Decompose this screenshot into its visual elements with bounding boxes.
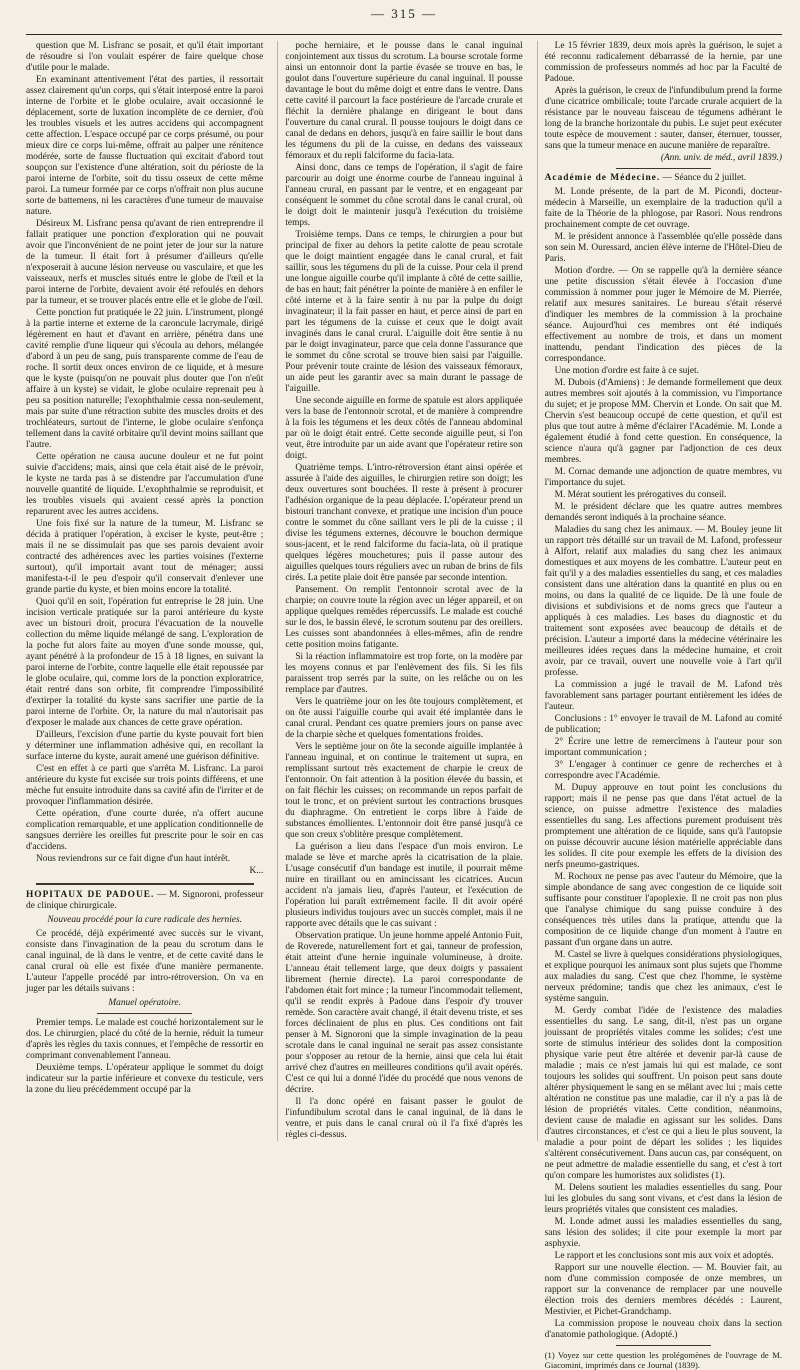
paragraph: M. Londe admet aussi les maladies essentielles du sang, sans lésion des solides; il cite pour exemple la mort par asphyxie.: [544, 1217, 782, 1249]
paragraph: Une motion d'ordre est faite à ce sujet.: [554, 366, 700, 376]
subheading: Manuel opératoire.: [108, 998, 181, 1008]
page-number: — 315 —: [26, 4, 782, 35]
paragraph: Conclusions : 1° envoyer le travail de M. Lafond au comité de publication;: [544, 714, 782, 735]
paragraph: En examinant attentivement l'état des parties, il ressortait assez clairement qu'un corps, qui s'était interposé entre la paroi interne de l'orbite et le globe oculaire, avait occasionné le déplacement, sorte de luxation incomplète de ce dernier, d'où les troubles visuels et les autres accidens qui accompagnent cette affection. L'espace occupé par ce corps présumé, ou pour mieux dire ce corps lui-même, offrait au palper une rénitence modérée, sorte de fausse fluctuation qui excitait d'abord tout soupçon sur l'existence d'une altération, soit du périoste de la paroi interne de l'orbite, soit du tissu osseux de cette même paroi. La tumeur formée par ce corps n'offrait non plus aucune sorte de battemens, ni les caractères d'une tumeur de mauvaise nature.: [26, 75, 264, 217]
paragraph: Si la réaction inflammatoire est trop forte, on la modère par les moyens connus et par l'enlèvement des fils. Si les fils paraissent trop serrés par la suite, on les relâche ou on les remplace par d'autres.: [285, 652, 523, 695]
paragraph: M. Dupuy approuve en tout point les conclusions du rapport; mais il ne pense pas que dans l'état actuel de la science, on puisse admettre l'existence des maladies essentielles du sang. Les affections purement produisent très promptement une altération de ce liquide, sans qu'à l'autopsie on puisse découvrir aucune lésion matérielle appréciable dans les solides. Il cite pour exemple les effets de la division des nerfs pneumo-gastriques.: [544, 783, 782, 870]
paragraph: Deuxième temps. L'opérateur applique le sommet du doigt indicateur sur la partie inférieure et convexe du testicule, vers la zone du lieu précédemment occupé par la: [26, 1063, 264, 1095]
section-heading: [26, 890, 263, 912]
paragraph: Nous reviendrons sur ce fait digne d'un haut intérêt.: [36, 854, 231, 864]
paragraph: M. Rochoux ne pense pas avec l'auteur du Mémoire, que la simple abondance de sang avec congestion de ce liquide soit suffisante pour constituer l'apoplexie. Il ne croit pas non plus que l'analyse chimique du sang puisse conduire à des conséquences très utiles dans la pratique, attendu que la composition de ce liquide change d'un moment à l'autre en passant d'un organe dans un autre.: [544, 872, 782, 948]
paragraph: Le 15 février 1839, deux mois après la guérison, le sujet a été reconnu radicalement débarrassé de la hernie, par une commission de professeurs nommés ad hoc par la Faculté de Padoue.: [544, 41, 782, 84]
paragraph: D'ailleurs, l'excision d'une partie du kyste pouvait fort bien y déterminer une inflammation adhésive qui, en recollant la surface interne du kyste, aurait amené une guérison définitive.: [26, 730, 264, 762]
paragraph: Il l'a donc opéré en faisant passer le goulot de l'infundibulum scrotal dans le canal inguinal, de là dans le ventre, et puis dans le canal crural où il l'a fixé d'après les règles ci-dessus.: [285, 1097, 523, 1140]
signature: K...: [249, 866, 264, 876]
column-3: [537, 41, 782, 1370]
paragraph: Pansement. On remplit l'entonnoir scrotal avec de la charpie; on couvre toute la région avec un léger appareil, et on applique quelques remèdes répercussifs. Le malade est couché sur le dos, le bassin élevé, le scrotum soutenu par des oreillers. Les cuisses sont abandonnées à elles-mêmes, afin de rendre cette position moins fatigante.: [285, 585, 523, 650]
paragraph: Une seconde aiguille en forme de spatule est alors appliquée vers la base de l'entonnoir scrotal, et de manière à comprendre à la fois les tégumens et les deux côtés de l'anneau abdominal par où le doigt était entré. Cette seconde aiguille peut, si l'on veut, être introduite par un aide avant que l'opérateur retire son doigt.: [285, 396, 523, 461]
paragraph: 3° L'engager à continuer ce genre de recherches et à correspondre avec l'Académie.: [544, 760, 782, 781]
paragraph: Vers le quatrième jour on les ôte toujours complètement, et on ôte aussi l'aiguille courbe qui avait été implantée dans le canal crural. Pendant ces quatre premiers jours on panse avec de la charpie sèche et quelques fomentations froides.: [285, 697, 523, 740]
paragraph: M. Mérat soutient les prérogatives du conseil.: [554, 490, 727, 500]
columns: [26, 41, 782, 1370]
paragraph: Vers le septième jour on ôte la seconde aiguille implantée à l'anneau inguinal, et on continue le traitement ut supra, en remplissant surtout très exactement de charpie le creux de l'entonnoir. On fait attention à la position élevée du bassin, et on fait fléchir les cuisses; on recommande un repos parfait de tout le tronc, et on prévient surtout les contractions brusques du diaphragme. On entretient le corps libre à l'aide de substances émollientes. L'entonnoir doit être pansé jusqu'à ce que son creux s'oblitère presque complètement.: [285, 742, 523, 840]
section-heading: [545, 173, 782, 184]
paragraph: M. le président annonce à l'assemblée qu'elle possède dans son sein M. Ouressard, ancien élève interne de l'Hôtel-Dieu de Paris.: [544, 232, 782, 264]
section-author: — M. Signoroni, professeur de clinique chirurgicale.: [26, 890, 264, 911]
paragraph: Quoi qu'il en soit, l'opération fut entreprise le 28 juin. Une incision verticale pratiquée sur la paroi antérieure du kyste avec un bistouri droit, procura l'évacuation de la nouvelle collection du même liquide mélangé de sang. L'exploration de la poche fut alors faite au moyen d'une sonde mousse, qui, ayant pénétré à la profondeur de 15 à 18 lignes, en suivant la paroi interne de l'orbite, contre laquelle elle était repoussée par le globe oculaire, qui, comme lors de la ponction exploratrice, était rentré dans son orbite, fit comprendre l'impossibilité d'extirper la totalité du kyste sans sacrifier une partie de la paroi interne de l'orbite. Or, la nature du mal n'autorisait pas d'exposer le malade aux chances de cette grave opération.: [26, 597, 264, 728]
paragraph: Une fois fixé sur la nature de la tumeur, M. Lisfranc se décida à pratiquer l'opération, à exciser le kyste, peut-être ; mais il ne se dissimulait pas que ses parois devaient avoir contracté des adhérences avec les parties voisines (l'externe surtout), qu'il importait avant tout de ménager; aussi manifesta-t-il le peu d'espoir qu'il conservait d'enlever une grande partie du kyste, et bien moins encore la totalité.: [26, 519, 264, 595]
paragraph: Quatrième temps. L'intro-rétroversion étant ainsi opérée et assurée à l'aide des aiguilles, le chirurgien retire son doigt; les deux ouvertures sont bouchées. Il reste à présent à procurer l'adhésion organique de la peau déplacée. L'opérateur prend un bistouri tranchant convexe, et pratique une incision d'un pouce contre le sommet du cône saillant vers le pli de la cuisse ; il divise les tégumens externes, découvre le bouchon dermique sous-jacent, et le rend falciforme du facia-lata, où il pratique quelques légères mouchetures; puis il passe autour des aiguilles quelques tours réguliers avec un ruban de brins de fils cirés. La petite plaie doit être pansée par seconde intention.: [285, 463, 523, 583]
paragraph: Observation pratique. Un jeune homme appelé Antonio Fuit, de Roverede, naturellement fort et gai, tanneur de profession, était atteint d'une hernie inguinale volumineuse, à droite. L'anneau était tellement large, que deux doigts y passaient librement (hernie directe). La paroi correspondante de l'abdomen était fort mince ; la tumeur l'incommodait tellement, qu'il se rendit exprès à Padoue dans l'espoir d'y trouver remède. Son caractère avait changé, il était devenu triste, et ses forces déclinaient de plus en plus. Ces conditions ont fait penser à M. Signoroni que la simple invagination de la peau scrotale dans le canal inguinal ne serait pas assez consistante pour s'opposer au retour de la hernie, ainsi que cela lui était arrivé chez d'autres en meilleures conditions qu'il avait opérés. C'est ce qui lui a donné l'idée du procédé que nous venons de décrire.: [285, 931, 523, 1095]
paragraph: Ce procédé, déjà expérimenté avec succès sur le vivant, consiste dans l'invagination de la peau du scrotum dans le canal inguinal, de là dans le ventre, et de cette cavité dans le canal crural où elle est fixée d'une manière permanente. L'auteur l'appelle procédé par intro-rétroversion. On va en juger par les détails suivans :: [26, 929, 264, 994]
paragraph: Désireux M. Lisfranc pensa qu'avant de rien entreprendre il fallait pratiquer une ponction d'exploration qui ne pouvait avoir que l'inconvénient de ne point jeter de jour sur la nature de la tumeur. Il était fort à présumer d'ailleurs qu'elle n'exposerait à aucune lésion nerveuse ou vasculaire, et que les vaisseaux, nerfs et muscles situés entre le globe de l'œil et la paroi interne de l'orbite, devaient avoir été refoulés en dehors par la tumeur, et se trouver placés entre elle et le globe de l'œil.: [26, 219, 264, 306]
section-title: HOPITAUX DE PADOUE.: [26, 890, 155, 900]
paragraph: Troisième temps. Dans ce temps, le chirurgien a pour but principal de fixer au dehors la petite calotte de peau scrotale que le doigt maintient engagée dans le canal crural, et fait saillir, sous les tégumens du pli de la cuisse. Pour cela il prend une longue aiguille courbe qu'il implante à côté de cette saillie, de bas en haut; fait pénétrer la pointe de manière à en enfiler le côté interne et à la faire sentir à nu par la pulpe du doigt invaginateur; il la fait passer en haut, et perce ainsi de part en part les tégumens de la cuisse et ceux que le doigt avait invaginés dans le canal crural. L'aiguille doit être sentie à nu par le doigt invaginateur, parce que cela donne l'assurance que le sommet du cône scrotal se trouve bien saisi par l'aiguille. Pour prévenir toute crainte de lésion des vaisseaux fémoraux, un aide peut les garantir avec sa main durant le passage de l'aiguille.: [285, 230, 523, 394]
footnote: (1) Voyez sur cette question les prolégomènes de l'ouvrage de M. Giacomini, imprimés dans ce Journal (1839).: [544, 1350, 782, 1370]
paragraph: La commission propose le nouveau choix dans la section d'anatomie pathologique. (Adopté.): [544, 1319, 782, 1340]
source-citation: (Ann. univ. de méd., avril 1839.): [660, 153, 782, 163]
paragraph: question que M. Lisfranc se posait, et qu'il était important de résoudre si l'on voulait espérer de faire quelque chose d'utile pour le malade.: [26, 41, 264, 73]
paragraph: 2° Écrire une lettre de remercîmens à l'auteur pour son important communication ;: [544, 737, 782, 758]
paragraph: Rapport sur une nouvelle élection. — M. Bouvier fait, au nom d'une commission composée de onze membres, un rapport sur la convenance de remplacer par une nouvelle élection trois des derniers membres décédés : Laurent, Mestivier, et Pichet-Grandchamp.: [544, 1263, 782, 1317]
paragraph: M. Cornac demande une adjonction de quatre membres, vu l'importance du sujet.: [544, 467, 782, 488]
paragraph: M. Castel se livre à quelques considérations physiologiques, et explique pourquoi les animaux sont plus sujets que l'homme aux maladies du sang. C'est que chez l'homme, le système nerveux prédomine; tandis que chez les animaux, c'est le système sanguin.: [544, 950, 782, 1004]
footnote-divider: [616, 1345, 711, 1346]
column-2: [277, 41, 522, 1141]
column-1: [26, 41, 263, 1141]
paragraph: Cette opération ne causa aucune douleur et ne fut point suivie d'accidens; mais, ainsi que cela était aisé de le prévoir, le kyste ne tarda pas à se distendre par l'accumulation d'une nouvelle quantité de liquide. L'exophthalmie se reproduisit, et les troubles visuels qui avaient cessé après la ponction reparurent avec les autres accidens.: [26, 452, 264, 517]
paragraph: C'est en effet à ce parti que s'arrêta M. Lisfranc. La paroi antérieure du kyste fut excisée sur trois points différens, et une mèche fut ensuite introduite dans sa cavité afin de l'irriter et de provoquer l'inflammation désirée.: [26, 764, 264, 807]
paragraph: Premier temps. Le malade est couché horizontalement sur le dos. Le chirurgien, placé du côté de la hernie, réduit la tumeur d'après les règles du taxis connues, et l'empêche de ressortir en comprimant convenablement l'anneau.: [26, 1018, 264, 1061]
paragraph: La commission a jugé le travail de M. Lafond très favorablement sans partager pourtant entièrement les idées de l'auteur.: [544, 680, 782, 712]
section-subtitle: Nouveau procédé pour la cure radicale des hernies.: [47, 915, 242, 925]
paragraph: Après la guérison, le creux de l'infundibulum prend la forme d'une cicatrice ombilicale; toute l'arcade crurale acquiert de la résistance par le nouveau faisceau de tégumens adhérant le long de la branche horizontale du pubis. Le sujet peut exécuter toute espèce de mouvement : sauter, danser, éternuer, tousser, sans que la tumeur menace en aucune manière de reparaître.: [544, 86, 782, 151]
section-title: Académie de Médecine.: [544, 173, 661, 183]
paragraph: poche herniaire, et le pousse dans le canal inguinal conjointement aux tissus du scrotum. La bourse scrotale forme ainsi un entonnoir dont la partie évasée se trouve en bas, le goulot dans l'ouverture supérieure du canal inguinal. Il pousse davantage le bout du même doigt et entre dans le ventre. Dans cette cavité il parcourt la face postérieure de l'arcade crurale et fléchit la dernière phalange en dirigeant le bout dans l'ouverture du canal crural. Il pousse toujours le doigt dans ce canal de dedans en dehors, jusqu'à en faire saillir le bout dans les tégumens du pli de la cuisse, en dedans des vaisseaux fémoraux et du repli falciforme du facia-lata.: [285, 41, 523, 161]
paragraph: Cette ponction fut pratiquée le 22 juin. L'instrument, plongé à la partie interne et externe de la caroncule lacrymale, dirigé légèrement en haut et d'avant en arrière, pénétra dans une cavité remplie d'une liqueur qui s'écoula au dehors, mélangée d'abord à un peu de sang, puis transparente comme de l'eau de roche. Il sortit deux onces environ de ce liquide, et à mesure que le kyste (puisqu'on ne pouvait plus douter que l'on n'eût affaire à un kyste) se vidait, le globe oculaire reprenait peu à peu sa position naturelle; l'exophthalmie cessa non-seulement, mais par suite d'une rétraction subite des muscles droits et des trochléateurs, surtout de l'interne, le globe oculaire s'enfonça tellement dans la cavité orbitaire qu'il devint moins saillant que l'autre.: [26, 308, 264, 450]
paragraph: La guérison a lieu dans l'espace d'un mois environ. Le malade se lève et marche après la cicatrisation de la plaie. L'usage consécutif d'un bandage est inutile, il pourrait même nuire en tiraillant ou en amincissant les cicatrices. Aucun accident n'a jamais lieu, d'après l'auteur, et l'exécution de l'opération lui paraît extrêmement facile. Il dit avoir opéré plusieurs individus toujours avec un succès complet, mais il ne rapporte avec détails que le cas suivant :: [285, 842, 523, 929]
paragraph: Maladies du sang chez les animaux. — M. Bouley jeune lit un rapport très détaillé sur un travail de M. Lafond, professeur à Alfort, relatif aux maladies du sang chez les animaux domestiques et aux moyens de les combattre. L'auteur peut en fait qu'il y a des maladies essentielles du sang, et ces maladies consistent dans une altération dans la quantité en plus ou en moins, ou dans la qualité de ce liquide. De là une foule de divisions et subdivisions et de noms grecs que l'auteur a appliqués à ces maladies. Les bases du diagnostic et du traitement sont exposées avec beaucoup de détails et de précision. L'auteur a importé dans la médecine vétérinaire les meilleures idées reçues dans la médecine humaine, et croit avoir, par ce travail, ouvert une nouvelle voie à l'art qu'il professe.: [544, 525, 782, 678]
section-date: — Séance du 2 juillet.: [662, 173, 747, 183]
paragraph: Motion d'ordre. — On se rappelle qu'à la dernière séance une petite discussion s'était élevée à l'occasion d'une commission à nommer pour juger le Mémoire de M. Pierrée, relatif aux mesures sanitaires. Le bureau s'était réservé d'indiquer les membres de la commission à la prochaine séance. Aujourd'hui ces membres ont été indiqués effectivement au nombre de trois, et dans un moment inattendu, pendant l'indication des pièces de la correspondance.: [544, 266, 782, 364]
paragraph: M. Delens soutient les maladies essentielles du sang. Pour lui les globules du sang sont vivans, et c'est dans la lésion de leurs propriétés vitales que consistent ces maladies.: [544, 1183, 782, 1215]
divider: [97, 1013, 192, 1014]
paragraph: Ainsi donc, dans ce temps de l'opération, il s'agit de faire parcourir au doigt une énorme courbe de l'anneau inguinal à l'anneau crural, en passant par le ventre, et en engageant par conséquent le sommet du cône scrotal dans le canal crural, où le doigt doit le maintenir jusqu'à l'exécution du troisième temps.: [285, 163, 523, 228]
paragraph: M. Dubois (d'Amiens) : Je demande formellement que deux autres membres soit ajoutés à la commission, vu l'importance du sujet; et je propose MM. Chervin et Londe. On sait que M. Chervin s'est beaucoup occupé de cette question, et qu'il est plus que tout autre à même d'éclairer l'Académie. M. Londe a également étudié à fond cette question. En conséquence, la science n'aura qu'à gagner par l'adjonction de ces deux membres.: [544, 378, 782, 465]
section-divider: [36, 883, 254, 885]
paragraph: Le rapport et les conclusions sont mis aux voix et adoptés.: [554, 1251, 774, 1261]
paragraph: M. le président déclare que les quatre autres membres demandés seront indiqués à la prochaine séance.: [544, 502, 782, 523]
divider: [616, 168, 711, 169]
paragraph: M. Londe présente, de la part de M. Picondi, docteur-médecin à Marseille, un exemplaire de la traduction qu'il a faite de la Théorie de la phlogose, par Rasori. Nous rendrons prochainement compte de cet ouvrage.: [544, 187, 782, 230]
paragraph: M. Gerdy combat l'idée de l'existence des maladies essentielles du sang. Le sang, dit-il, n'est pas un organe jouissant de propriétés vitales comme les solides; c'est une sorte de stimulus intérieur des solides dont la composition physique varie peut être altérée et devenir par-là cause de maladie ; mais ce n'est jamais lui qui est malade, ce sont toujours les solides qui souffrent. Un poison peut sans doute altérer physiquement le sang en se mêlant avec lui ; mais cette altération ne constitue pas une maladie, car il n'y a pas là de lésion de propriétés vitales. Cette condition, néanmoins, devient cause de maladie en agissant sur les solides. Dans d'autres circonstances, et c'est ce qui a lieu le plus souvent, la maladie a pour point de départ les solides ; les liquides s'altèrent consécutivement. Dans aucun cas, par conséquent, on ne peut admettre de maladie essentielle du sang, et c'est à tort qu'on compare les humoristes aux solidistes (1).: [544, 1006, 782, 1181]
paragraph: Cette opération, d'une courte durée, n'a offert aucune complication remarquable, et une application conditionnelle de sangsues derrière les oreilles fut prescrite pour le soir en cas d'accidens.: [26, 809, 264, 852]
